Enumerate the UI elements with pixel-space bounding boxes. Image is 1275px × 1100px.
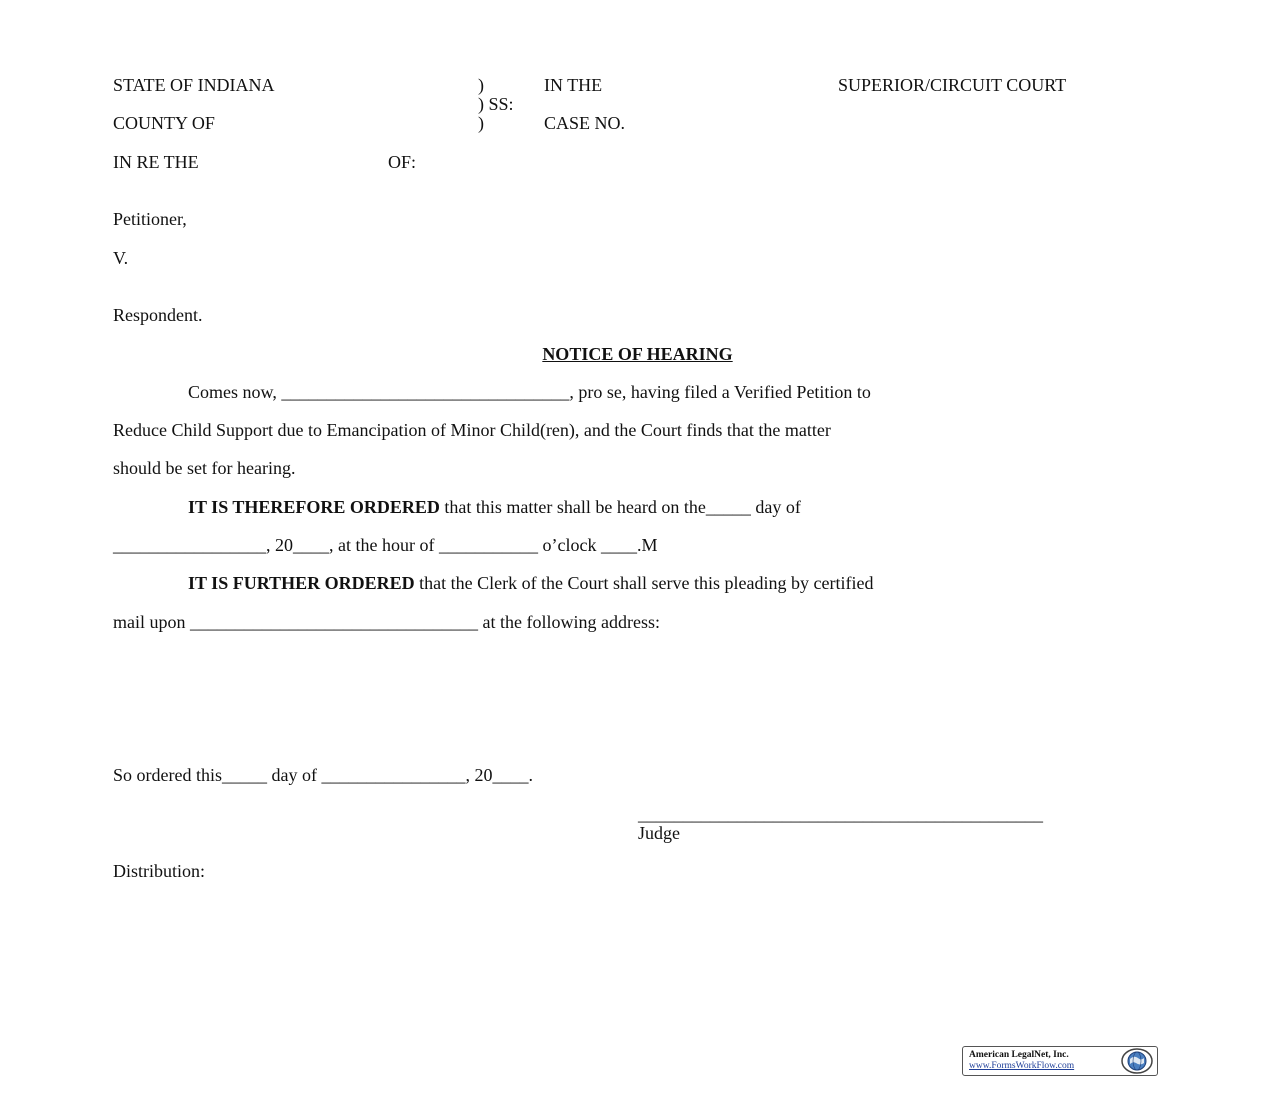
further-ordered-heading: IT IS FURTHER ORDERED <box>188 573 415 593</box>
petitioner-label: Petitioner, <box>113 209 187 229</box>
caption-paren-2: ) <box>478 113 484 133</box>
judge-label: Judge <box>638 823 680 843</box>
case-number-label: CASE NO. <box>544 113 626 133</box>
in-re-label: IN RE THE <box>113 152 199 172</box>
paragraph-3-line-1-text: that the Clerk of the Court shall serve this pleading by certified <box>414 573 874 593</box>
paragraph-1-line-3: should be set for hearing. <box>113 458 296 478</box>
publisher-name: American LegalNet, Inc. <box>969 1050 1069 1060</box>
in-the-label: IN THE <box>544 75 603 95</box>
distribution-label: Distribution: <box>113 861 206 881</box>
paragraph-2-line-1 <box>188 498 801 516</box>
publisher-logo[interactable] <box>962 1046 1158 1076</box>
so-ordered-line: So ordered this_____ day of ________________, 20____. <box>113 765 533 785</box>
caption-paren-1: ) <box>478 75 484 95</box>
document-title: NOTICE OF HEARING <box>542 344 733 364</box>
therefore-ordered-heading: IT IS THEREFORE ORDERED <box>188 497 440 517</box>
paragraph-3-line-2: mail upon ________________________________ at the following address: <box>113 612 660 632</box>
county-label: COUNTY OF <box>113 113 215 133</box>
signature-line: _____________________________________________ <box>638 804 1043 824</box>
court-name: SUPERIOR/CIRCUIT COURT <box>838 75 1067 95</box>
of-label: OF: <box>388 152 417 172</box>
paragraph-1-line-2: Reduce Child Support due to Emancipation of Minor Child(ren), and the Court finds that the matter <box>113 420 831 440</box>
paragraph-2-line-1-text: that this matter shall be heard on the_____ day of <box>439 497 801 517</box>
paragraph-1-line-1: Comes now, ________________________________, pro se, having filed a Verified Petition to <box>188 382 871 402</box>
state-label: STATE OF INDIANA <box>113 75 275 95</box>
globe-icon <box>1120 1048 1154 1074</box>
respondent-label: Respondent. <box>113 305 203 325</box>
ss-label: ) SS: <box>478 94 514 114</box>
publisher-url[interactable]: www.FormsWorkFlow.com <box>969 1061 1075 1071</box>
paragraph-3-line-1 <box>188 574 873 592</box>
paragraph-2-line-2: _________________, 20____, at the hour of ___________ o’clock ____.M <box>113 535 658 555</box>
versus-label: V. <box>113 248 129 268</box>
